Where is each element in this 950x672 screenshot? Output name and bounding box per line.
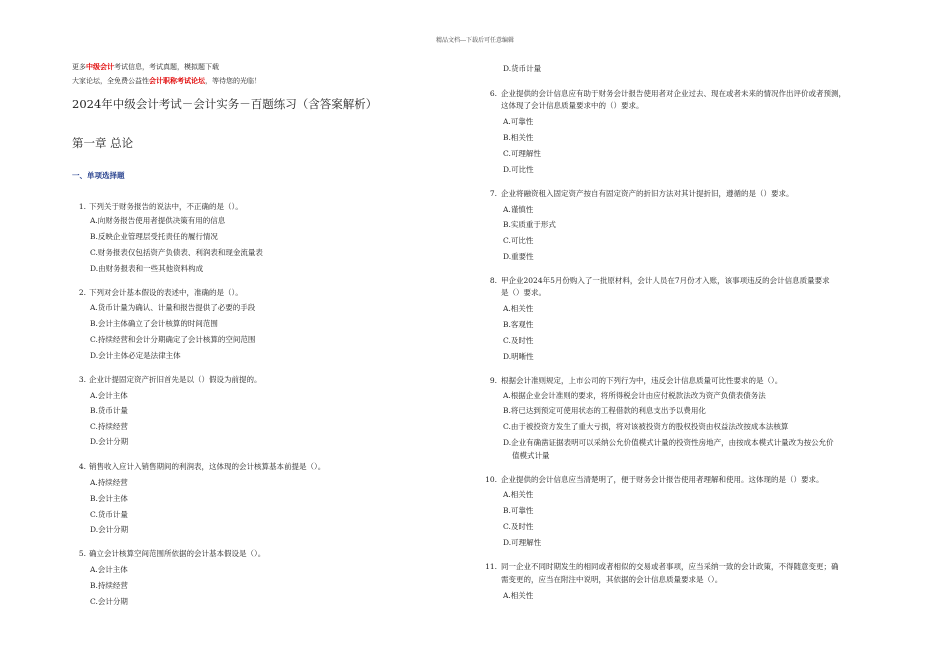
option-item: B.相关性 — [503, 133, 534, 142]
option-item: C.及时性 — [503, 522, 534, 531]
option-item: A.谨慎性 — [503, 205, 534, 214]
option-item: A.可靠性 — [503, 117, 534, 126]
question-text: 甲企业2024年5月份购入了一批原材料，会计人员在7月份才入账，该事项违反的会计信息质量要求 — [501, 276, 830, 285]
option-item: A.根据企业会计准则的要求，将所得税会计由应付税款法改为资产负债表债务法 — [503, 391, 766, 400]
option-item: A.会计主体 — [90, 391, 128, 400]
option-item: C.会计分期 — [90, 597, 128, 606]
question-text: 企业提供的会计信息应当清楚明了，便于财务会计报告使用者理解和使用。这体现的是（）要求。 — [501, 475, 824, 484]
question-number: 11. — [485, 562, 497, 571]
question-number: 3. — [78, 375, 86, 384]
question-number: 7. — [489, 189, 497, 198]
promo-line-1 — [72, 62, 219, 72]
option-item: A.相关性 — [503, 490, 534, 499]
question-number: 1. — [78, 202, 86, 211]
option-item: D.会计主体必定是法律主体 — [90, 351, 181, 360]
question-text: 确立会计核算空间范围所依据的会计基本假设是（）。 — [89, 549, 266, 558]
option-item: A.向财务报告使用者提供决策有用的信息 — [90, 216, 226, 225]
page-header-note: 精品文档---下载后可任意编辑 — [435, 37, 515, 44]
promo-text: 大家论坛，全免费公益性 — [72, 77, 149, 85]
promo-highlight-link[interactable]: 中级会计 — [86, 62, 114, 71]
promo-text: 考试信息，考试真题，模拟题下载 — [114, 63, 219, 71]
option-item: B.将已达到预定可使用状态的工程借款的利息支出予以费用化 — [503, 406, 706, 415]
option-item: 值模式计量 — [512, 451, 550, 460]
option-item: C.财务报表仅包括资产负债表、利润表和现金流量表 — [90, 248, 263, 257]
promo-line-2 — [72, 76, 261, 86]
option-item: B.会计主体确立了会计核算的时间范围 — [90, 319, 218, 328]
option-item: D.会计分期 — [90, 525, 129, 534]
option-item: C.可比性 — [503, 236, 534, 245]
question-text: 这体现了会计信息质量要求中的（）要求。 — [501, 101, 644, 110]
question-number: 8. — [489, 276, 497, 285]
option-item: D.企业有确凿证据表明可以采纳公允价值模式计量的投资性房地产，由按成本模式计量改为按公允价 — [503, 438, 834, 447]
option-item: C.持续经营和会计分期确定了会计核算的空间范围 — [90, 335, 256, 344]
question-number: 2. — [78, 288, 86, 297]
question-number: 10. — [485, 475, 497, 484]
option-item: B.客观性 — [503, 320, 534, 329]
question-text: 同一企业不同时期发生的相同或者相似的交易或者事项，应当采纳一致的会计政策，不得随意变更；确 — [501, 562, 839, 571]
promo-text: 更多 — [72, 63, 86, 71]
option-item: D.重要性 — [503, 252, 534, 261]
chapter-title: 第一章 总论 — [72, 136, 134, 150]
option-item: B.持续经营 — [90, 581, 128, 590]
option-item: C.及时性 — [503, 336, 534, 345]
option-item: B.可靠性 — [503, 506, 534, 515]
option-item: D.货币计量 — [503, 64, 542, 73]
promo-highlight-link[interactable]: 会计职称考试论坛 — [149, 76, 205, 85]
question-number: 6. — [489, 89, 497, 98]
option-item: C.货币计量 — [90, 510, 128, 519]
question-text: 企业计提固定资产折旧首先是以（）假设为前提的。 — [89, 375, 262, 384]
option-item: A.相关性 — [503, 304, 534, 313]
question-text: 下列关于财务报告的说法中，不正确的是（）。 — [89, 202, 243, 211]
option-item: D.可理解性 — [503, 538, 542, 547]
document-title: 2024年中级会计考试－会计实务－百题练习（含答案解析） — [72, 97, 378, 111]
option-item: C.可理解性 — [503, 149, 541, 158]
question-text: 企业提供的会计信息应有助于财务会计报告使用者对企业过去、现在或者未来的情况作出评价或者预测， — [501, 89, 846, 98]
option-item: C.由于被投资方发生了重大亏损，将对该被投资方的股权投资由权益法改按成本法核算 — [503, 422, 789, 431]
option-item: B.会计主体 — [90, 494, 128, 503]
option-item: B.货币计量 — [90, 406, 128, 415]
option-item: A.相关性 — [503, 591, 534, 600]
option-item: D.明晰性 — [503, 352, 534, 361]
question-number: 5. — [78, 549, 86, 558]
option-item: A.持续经营 — [90, 478, 128, 487]
question-text: 销售收入应计入销售期间的利润表，这体现的会计核算基本前提是（）。 — [89, 462, 326, 471]
question-text: 需变更的，应当在附注中说明，其依据的会计信息质量要求是（）。 — [501, 575, 723, 584]
option-item: A.会计主体 — [90, 565, 128, 574]
section-title: 一、单项选择题 — [72, 171, 125, 180]
question-text: 是（）要求。 — [501, 288, 546, 297]
question-number: 4. — [78, 462, 86, 471]
promo-text: ，等待您的光临！ — [205, 77, 261, 85]
option-item: B.实质重于形式 — [503, 220, 556, 229]
option-item: D.由财务报表和一些其他资料构成 — [90, 264, 204, 273]
question-text: 下列对会计基本假设的表述中，准确的是（）。 — [89, 288, 243, 297]
question-text: 企业将融资租入固定资产按自有固定资产的折旧方法对其计提折旧，遵循的是（）要求。 — [501, 189, 794, 198]
question-text: 根据会计准则规定，上市公司的下列行为中，违反会计信息质量可比性要求的是（）。 — [501, 376, 783, 385]
option-item: C.持续经营 — [90, 422, 128, 431]
option-item: A.货币计量为确认、计量和报告提供了必要的手段 — [90, 303, 256, 312]
question-number: 9. — [489, 376, 497, 385]
option-item: D.可比性 — [503, 165, 534, 174]
option-item: D.会计分期 — [90, 437, 129, 446]
option-item: B.反映企业管理层受托责任的履行情况 — [90, 232, 218, 241]
